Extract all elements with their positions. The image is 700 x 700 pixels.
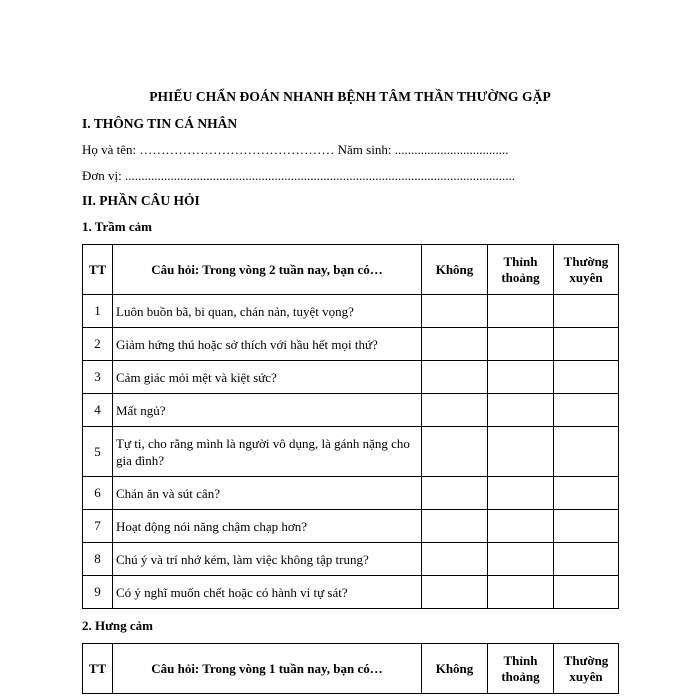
answer-often-cell[interactable]	[554, 394, 619, 427]
mania-table	[82, 643, 619, 694]
row-question: Mất ngủ?	[113, 394, 422, 427]
answer-often-cell[interactable]	[554, 328, 619, 361]
answer-sometimes-cell[interactable]	[488, 477, 554, 510]
header-sometimes	[488, 644, 554, 694]
answer-never-cell[interactable]	[422, 295, 488, 328]
mania-subheading: 2. Hưng cảm	[82, 618, 153, 633]
table-row	[83, 510, 619, 543]
header-often	[554, 245, 619, 295]
header-often	[554, 644, 619, 694]
header-sometimes	[488, 245, 554, 295]
header-often-line2: xuyên	[569, 668, 603, 684]
answer-never-cell[interactable]	[422, 427, 488, 477]
answer-sometimes-cell[interactable]	[488, 576, 554, 609]
table-row	[83, 543, 619, 576]
answer-often-cell[interactable]	[554, 576, 619, 609]
header-sometimes-line1: Thỉnh	[503, 652, 538, 668]
row-number: 5	[83, 427, 113, 477]
row-question: Luôn buồn bã, bi quan, chán nản, tuyệt vọng?	[113, 295, 422, 328]
answer-sometimes-cell[interactable]	[488, 361, 554, 394]
depression-table-body	[83, 295, 619, 609]
row-number: 3	[83, 361, 113, 394]
row-number: 6	[83, 477, 113, 510]
answer-never-cell[interactable]	[422, 361, 488, 394]
row-number: 1	[83, 295, 113, 328]
document-title: PHIẾU CHẨN ĐOÁN NHANH BỆNH TÂM THẦN THƯỜNG GẶP	[149, 89, 551, 104]
header-tt: TT	[83, 644, 113, 694]
section-questions-heading: II. PHẦN CÂU HỎI	[82, 193, 200, 208]
section-personal-info-heading: I. THÔNG TIN CÁ NHÂN	[82, 116, 238, 131]
table-row	[83, 394, 619, 427]
answer-often-cell[interactable]	[554, 510, 619, 543]
header-sometimes-line2: thoảng	[501, 668, 540, 684]
answer-never-cell[interactable]	[422, 477, 488, 510]
answer-sometimes-cell[interactable]	[488, 543, 554, 576]
table-row	[83, 328, 619, 361]
table-header-row	[83, 644, 619, 694]
table-row	[83, 295, 619, 328]
row-question: Có ý nghĩ muốn chết hoặc có hành vi tự sát?	[113, 576, 422, 609]
table-row	[83, 361, 619, 394]
answer-sometimes-cell[interactable]	[488, 427, 554, 477]
row-question: Hoạt động nói năng chậm chạp hơn?	[113, 510, 422, 543]
depression-table	[82, 244, 619, 609]
row-question: Chú ý và trí nhớ kém, làm việc không tập trung?	[113, 543, 422, 576]
header-often-line1: Thường	[563, 652, 609, 668]
row-number: 8	[83, 543, 113, 576]
table-row	[83, 427, 619, 477]
row-number: 9	[83, 576, 113, 609]
answer-never-cell[interactable]	[422, 510, 488, 543]
row-question: Chán ăn và sút cân?	[113, 477, 422, 510]
answer-often-cell[interactable]	[554, 361, 619, 394]
row-question: Cảm giác mỏi mệt và kiệt sức?	[113, 361, 422, 394]
answer-often-cell[interactable]	[554, 295, 619, 328]
name-birthyear-line: Họ và tên: ……………………………………… Năm sinh: ...................................	[82, 142, 509, 157]
answer-never-cell[interactable]	[422, 543, 488, 576]
answer-sometimes-cell[interactable]	[488, 328, 554, 361]
answer-never-cell[interactable]	[422, 576, 488, 609]
header-question: Câu hỏi: Trong vòng 1 tuần nay, bạn có…	[113, 644, 422, 694]
table-row	[83, 477, 619, 510]
header-never: Không	[422, 245, 488, 295]
depression-subheading: 1. Trầm cảm	[82, 219, 152, 234]
row-number: 7	[83, 510, 113, 543]
header-often-line2: xuyên	[569, 269, 603, 285]
unit-line: Đơn vị: ........................................................................................................................	[82, 168, 515, 183]
row-question: Tự ti, cho rằng mình là người vô dụng, là gánh nặng cho gia đình?	[113, 427, 422, 477]
header-often-line1: Thường	[563, 253, 609, 269]
row-number: 4	[83, 394, 113, 427]
header-question: Câu hỏi: Trong vòng 2 tuần nay, bạn có…	[113, 245, 422, 295]
table-header-row	[83, 245, 619, 295]
header-tt: TT	[83, 245, 113, 295]
answer-sometimes-cell[interactable]	[488, 510, 554, 543]
table-row	[83, 576, 619, 609]
answer-often-cell[interactable]	[554, 543, 619, 576]
row-number: 2	[83, 328, 113, 361]
header-never: Không	[422, 644, 488, 694]
answer-never-cell[interactable]	[422, 394, 488, 427]
answer-often-cell[interactable]	[554, 427, 619, 477]
header-sometimes-line2: thoảng	[501, 269, 540, 285]
row-question: Giảm hứng thú hoặc sở thích với hầu hết mọi thứ?	[113, 328, 422, 361]
header-sometimes-line1: Thỉnh	[503, 253, 538, 269]
answer-never-cell[interactable]	[422, 328, 488, 361]
answer-sometimes-cell[interactable]	[488, 394, 554, 427]
answer-often-cell[interactable]	[554, 477, 619, 510]
answer-sometimes-cell[interactable]	[488, 295, 554, 328]
